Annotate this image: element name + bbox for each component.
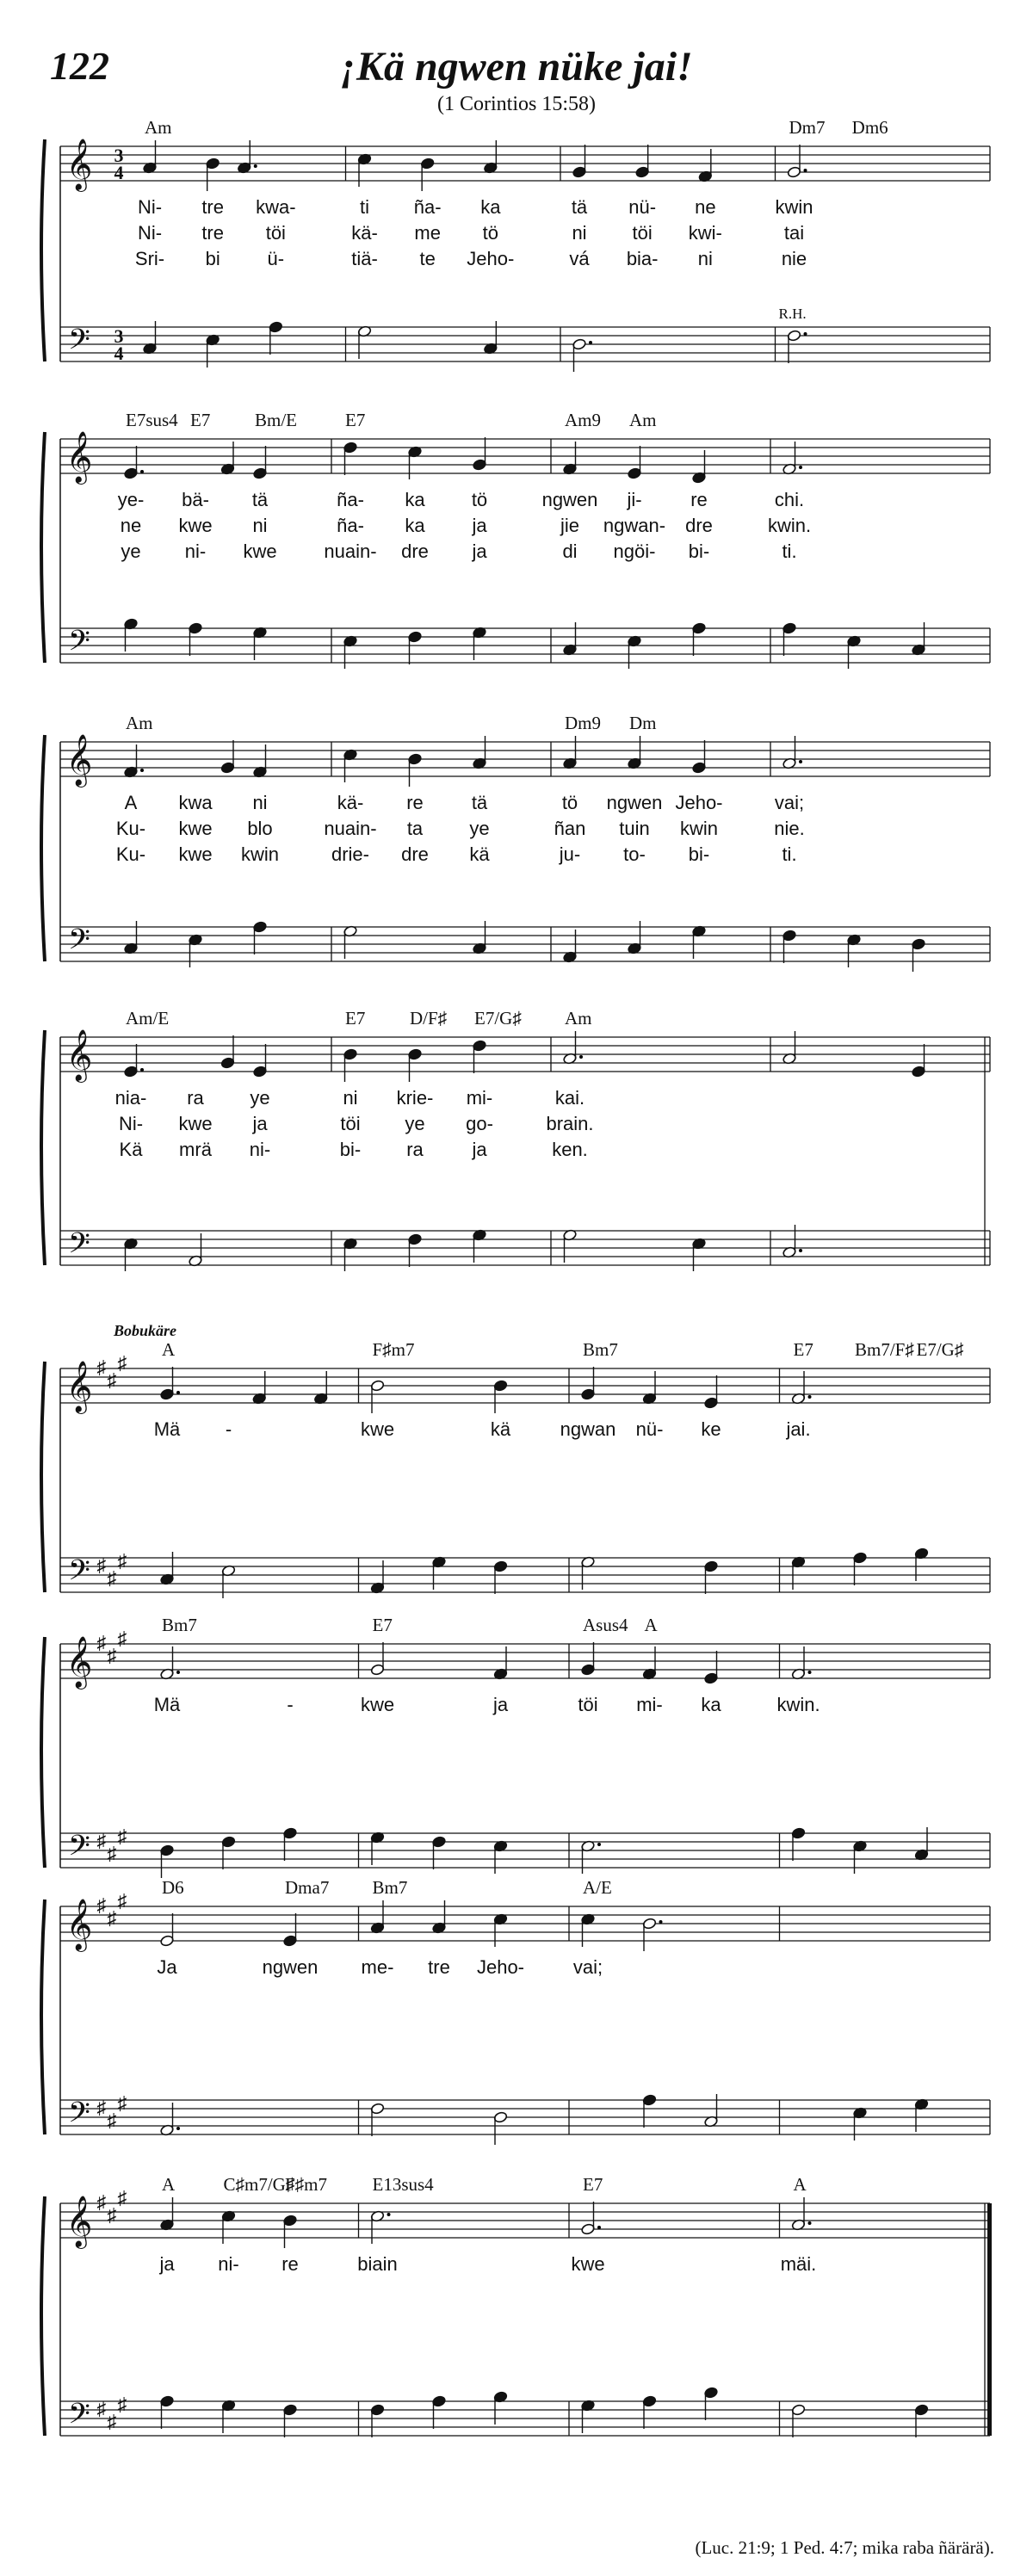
lyric-syllable: ña- xyxy=(413,196,442,218)
lyric-syllable: Mä xyxy=(153,1694,181,1715)
key-sharp: ♯ xyxy=(96,1830,107,1851)
treble-note-dot xyxy=(579,1055,583,1059)
lyric-syllable: ja xyxy=(252,1113,268,1134)
lyric-syllable: kwin xyxy=(240,843,280,865)
lyric-syllable: ta xyxy=(406,818,424,839)
lyric-syllable: kwin. xyxy=(767,515,812,536)
chord-symbol: Am xyxy=(126,713,153,733)
key-sharp: ♯ xyxy=(96,1632,107,1653)
lyric-syllable: ye xyxy=(121,541,141,562)
lyric-syllable: drie- xyxy=(331,843,370,865)
treble-clef: 𝄞 xyxy=(65,140,93,189)
lyric-syllable: ngwen xyxy=(262,1956,319,1978)
time-signature-bottom: 4 xyxy=(114,343,124,364)
chord-symbol: Am xyxy=(629,410,657,430)
lyric-syllable: tö xyxy=(471,489,488,510)
lyric-syllable: ti. xyxy=(782,541,797,562)
chord-symbol: Bm7 xyxy=(162,1615,197,1635)
lyric-syllable: ka xyxy=(405,515,425,536)
chord-symbol: Am xyxy=(145,117,172,138)
lyric-syllable: ye xyxy=(405,1113,425,1134)
lyric-syllable: jie xyxy=(560,515,580,536)
lyric-syllable: A xyxy=(124,792,138,813)
bass-note-dot xyxy=(597,1843,601,1846)
lyric-syllable: nü- xyxy=(628,196,657,218)
chord-symbol: F♯m7 xyxy=(285,2174,328,2195)
bass-clef: 𝄢 xyxy=(68,324,90,362)
lyric-syllable: Ku- xyxy=(115,818,146,839)
lyric-syllable: ye xyxy=(469,818,490,839)
key-sharp: ♯ xyxy=(107,2411,117,2432)
lyric-syllable: nie xyxy=(781,248,807,269)
chord-symbol: E13sus4 xyxy=(372,2174,434,2195)
lyric-syllable: mäi. xyxy=(780,2253,817,2275)
system-bracket xyxy=(41,2196,45,2436)
key-sharp: ♯ xyxy=(107,1645,117,1666)
bass-clef: 𝄢 xyxy=(68,924,90,962)
lyric-syllable: ka xyxy=(701,1694,721,1715)
lyric-syllable: me- xyxy=(361,1956,394,1978)
system-bracket xyxy=(41,432,45,663)
lyric-syllable: bi xyxy=(205,248,220,269)
key-sharp: ♯ xyxy=(107,2110,117,2131)
lyric-syllable: kwe xyxy=(243,541,277,562)
key-sharp: ♯ xyxy=(96,1894,107,1916)
lyric-syllable: kä xyxy=(469,843,490,865)
lyric-syllable: Jeho- xyxy=(467,248,515,269)
treble-clef: 𝄞 xyxy=(65,2197,93,2246)
lyric-syllable: vai; xyxy=(774,792,805,813)
bass-note-dot xyxy=(799,1249,802,1252)
lyric-syllable: ka xyxy=(405,489,425,510)
lyric-syllable: kwin xyxy=(679,818,719,839)
chord-symbol: Dm xyxy=(629,713,657,733)
lyric-syllable: ngöi- xyxy=(613,541,656,562)
chord-symbol: E7 xyxy=(345,410,366,430)
lyric-syllable: ne xyxy=(120,515,142,536)
bass-clef: 𝄢 xyxy=(68,2398,90,2437)
lyric-syllable: kwin. xyxy=(776,1694,820,1715)
lyric-syllable: bi- xyxy=(688,843,710,865)
chord-symbol: E7 xyxy=(372,1615,393,1635)
chord-symbol: A/E xyxy=(583,1877,612,1898)
lyric-syllable: - xyxy=(287,1694,294,1715)
key-sharp: ♯ xyxy=(117,2394,127,2415)
lyric-syllable: kwa xyxy=(178,792,213,813)
lyric-syllable: kä- xyxy=(351,222,378,244)
treble-note-dot xyxy=(176,1671,180,1674)
treble-clef: 𝄞 xyxy=(65,433,93,482)
treble-note-dot xyxy=(254,164,257,168)
key-sharp: ♯ xyxy=(107,2204,117,2226)
chord-symbol: Dm9 xyxy=(565,713,601,733)
key-sharp: ♯ xyxy=(117,1352,127,1374)
treble-note-dot xyxy=(799,760,802,763)
lyric-syllable: kwa- xyxy=(256,196,296,218)
lyric-syllable: Ni- xyxy=(118,1113,144,1134)
lyric-syllable: ñan xyxy=(554,818,586,839)
section-label: Bobukäre xyxy=(114,1322,177,1339)
key-sharp: ♯ xyxy=(117,1550,127,1572)
lyric-syllable: dre xyxy=(401,843,429,865)
treble-note-dot xyxy=(140,769,144,772)
lyric-syllable: bi- xyxy=(688,541,710,562)
chord-symbol: Bm7 xyxy=(583,1339,618,1360)
hymn-number: 122 xyxy=(50,44,109,88)
lyric-syllable: te xyxy=(419,248,436,269)
key-sharp: ♯ xyxy=(117,1628,127,1649)
lyric-syllable: ngwan- xyxy=(603,515,666,536)
treble-note-dot xyxy=(808,2221,812,2225)
lyric-syllable: biain xyxy=(357,2253,398,2275)
lyric-syllable: ja xyxy=(159,2253,175,2275)
lyric-syllable: Sri- xyxy=(134,248,165,269)
lyric-syllable: vá xyxy=(569,248,590,269)
system-bracket xyxy=(41,1900,45,2134)
lyric-syllable: ra xyxy=(406,1139,424,1160)
lyric-syllable: ja xyxy=(492,1694,509,1715)
lyric-syllable: Jeho- xyxy=(675,792,723,813)
lyric-syllable: töi xyxy=(265,222,286,244)
lyric-syllable: bia- xyxy=(626,248,659,269)
lyric-syllable: krie- xyxy=(396,1087,434,1109)
lyric-syllable: ni- xyxy=(184,541,207,562)
lyric-syllable: kwe xyxy=(178,818,213,839)
key-sharp: ♯ xyxy=(96,2398,107,2419)
lyric-syllable: ni xyxy=(252,515,268,536)
lyric-syllable: töi xyxy=(632,222,653,244)
bass-note-dot xyxy=(176,2127,180,2130)
treble-clef: 𝄞 xyxy=(65,1031,93,1080)
lyric-syllable: Jeho- xyxy=(476,1956,525,1978)
lyric-syllable: nia- xyxy=(114,1087,147,1109)
lyric-syllable: töi xyxy=(340,1113,361,1134)
bass-clef: 𝄢 xyxy=(68,625,90,664)
key-sharp: ♯ xyxy=(117,2187,127,2208)
chord-symbol: E7 xyxy=(345,1008,366,1029)
key-sharp: ♯ xyxy=(107,1907,117,1929)
treble-note-dot xyxy=(799,466,802,469)
lyric-syllable: ni- xyxy=(249,1139,271,1160)
system-bracket xyxy=(41,1362,45,1592)
scripture-reference: (1 Corintios 15:58) xyxy=(437,93,596,115)
treble-note-dot xyxy=(804,169,807,172)
lyric-syllable: ni xyxy=(252,792,268,813)
lyric-syllable: Ku- xyxy=(115,843,146,865)
key-sharp: ♯ xyxy=(107,1567,117,1589)
chord-symbol: Asus4 xyxy=(583,1615,628,1635)
key-sharp: ♯ xyxy=(107,1369,117,1391)
lyric-syllable: blo xyxy=(247,818,273,839)
lyric-syllable: ña- xyxy=(337,489,364,510)
lyric-syllable: kwi- xyxy=(688,222,722,244)
lyric-syllable: tuin xyxy=(619,818,650,839)
treble-clef: 𝄞 xyxy=(65,736,93,785)
bass-clef: 𝄢 xyxy=(68,2097,90,2135)
chord-symbol: Dm6 xyxy=(851,117,888,138)
lyric-syllable: tre xyxy=(201,196,225,218)
lyric-syllable: Ni- xyxy=(137,222,163,244)
lyric-syllable: tre xyxy=(428,1956,450,1978)
lyric-syllable: ngwan xyxy=(560,1418,616,1440)
chord-symbol: E7/G♯ xyxy=(474,1008,522,1029)
system-bracket xyxy=(41,1030,45,1265)
lyric-syllable: nie. xyxy=(774,818,805,839)
bass-clef: 𝄢 xyxy=(68,1830,90,1869)
lyric-syllable: ye- xyxy=(117,489,145,510)
lyric-syllable: mrä xyxy=(179,1139,212,1160)
chord-symbol: Am/E xyxy=(126,1008,170,1029)
chord-symbol: A xyxy=(162,2174,176,2195)
lyric-syllable: brain. xyxy=(546,1113,594,1134)
lyric-syllable: kwin xyxy=(775,196,813,218)
lyric-syllable: tä xyxy=(471,792,488,813)
time-signature-top: 3 xyxy=(114,325,124,347)
lyric-syllable: di xyxy=(562,541,578,562)
lyric-syllable: go- xyxy=(466,1113,493,1134)
lyric-syllable: ja xyxy=(472,515,487,536)
chord-symbol: Bm7/F♯ xyxy=(855,1339,914,1360)
treble-note-dot xyxy=(140,1068,144,1072)
chord-symbol: Dma7 xyxy=(285,1877,330,1898)
system-bracket xyxy=(41,1637,45,1868)
chord-symbol: E7 xyxy=(190,410,211,430)
lyric-syllable: tä xyxy=(571,196,588,218)
lyric-syllable: kwe xyxy=(178,515,213,536)
time-signature-bottom: 4 xyxy=(114,162,124,183)
lyric-syllable: kwe xyxy=(571,2253,605,2275)
hymn-title: ¡Kä ngwen nüke jai! xyxy=(340,44,693,90)
time-signature-top: 3 xyxy=(114,145,124,166)
lyric-syllable: Ja xyxy=(157,1956,177,1978)
chord-symbol: Dm7 xyxy=(789,117,826,138)
lyric-syllable: ni- xyxy=(218,2253,239,2275)
lyric-syllable: ye xyxy=(250,1087,270,1109)
lyric-syllable: ju- xyxy=(559,843,581,865)
treble-clef: 𝄞 xyxy=(65,1900,93,1949)
lyric-syllable: kwe xyxy=(360,1694,395,1715)
treble-note-dot xyxy=(176,1391,180,1394)
lyric-syllable: nuain- xyxy=(324,541,377,562)
bass-clef: 𝄢 xyxy=(68,1554,90,1593)
lyric-syllable: ji- xyxy=(627,489,642,510)
final-barline xyxy=(987,2203,992,2436)
treble-clef: 𝄞 xyxy=(65,1638,93,1687)
treble-note-dot xyxy=(808,1671,812,1674)
lyric-syllable: bä- xyxy=(182,489,209,510)
treble-note-dot xyxy=(140,470,144,473)
lyric-syllable: ken. xyxy=(552,1139,588,1160)
key-sharp: ♯ xyxy=(96,2097,107,2118)
lyric-syllable: ü- xyxy=(267,248,285,269)
lyric-syllable: dre xyxy=(401,541,429,562)
chord-symbol: D/F♯ xyxy=(410,1008,448,1029)
chord-symbol: E7 xyxy=(793,1339,813,1360)
lyric-syllable: ña- xyxy=(337,515,364,536)
lyric-syllable: me xyxy=(414,222,441,244)
treble-note-dot xyxy=(597,2226,601,2229)
chord-symbol: Bm/E xyxy=(255,410,298,430)
key-sharp: ♯ xyxy=(117,1890,127,1912)
treble-clef: 𝄞 xyxy=(65,1362,93,1412)
lyric-syllable: ti. xyxy=(782,843,797,865)
lyric-syllable: vai; xyxy=(572,1956,603,1978)
system-5 xyxy=(41,1322,990,1598)
lyric-syllable: kwe xyxy=(178,843,213,865)
system-6 xyxy=(41,1615,990,1878)
lyric-syllable: ke xyxy=(701,1418,721,1440)
bass-clef: 𝄢 xyxy=(68,1227,90,1266)
chord-symbol: E7 xyxy=(583,2174,603,2195)
treble-note-dot xyxy=(387,2213,391,2216)
lyric-syllable: bi- xyxy=(339,1139,362,1160)
lyric-syllable: tai xyxy=(783,222,805,244)
lyric-syllable: re xyxy=(281,2253,299,2275)
chord-symbol: Am xyxy=(565,1008,592,1029)
lyric-syllable: Ni- xyxy=(137,196,163,218)
lyric-syllable: ka xyxy=(480,196,501,218)
footer-reference: (Luc. 21:9; 1 Ped. 4:7; mika raba ñärärä). xyxy=(695,2537,994,2558)
system-1 xyxy=(41,117,990,372)
lyric-syllable: kai. xyxy=(554,1087,585,1109)
rh-marking: R.H. xyxy=(778,306,807,322)
lyric-syllable: ti xyxy=(360,196,369,218)
key-sharp: ♯ xyxy=(117,1825,127,1847)
lyric-syllable: nü- xyxy=(635,1418,664,1440)
lyric-syllable: jai. xyxy=(786,1418,811,1440)
chord-symbol: F♯m7 xyxy=(372,1339,415,1360)
chord-symbol: A xyxy=(162,1339,176,1360)
chord-symbol: E7sus4 xyxy=(126,410,178,430)
system-8 xyxy=(41,2174,992,2437)
key-sharp: ♯ xyxy=(96,1554,107,1576)
lyric-syllable: ra xyxy=(187,1087,204,1109)
lyric-syllable: to- xyxy=(623,843,646,865)
chord-symbol: E7/G♯ xyxy=(916,1339,964,1360)
chord-symbol: C♯m7/G♯ xyxy=(223,2174,295,2195)
lyric-syllable: tö xyxy=(482,222,499,244)
key-sharp: ♯ xyxy=(96,1356,107,1378)
system-4 xyxy=(41,1008,990,1271)
lyric-syllable: tre xyxy=(201,222,225,244)
chord-symbol: A xyxy=(793,2174,807,2195)
system-2 xyxy=(41,410,990,669)
lyric-syllable: Kä xyxy=(119,1139,143,1160)
lyric-syllable: ja xyxy=(472,1139,487,1160)
chord-symbol: A xyxy=(644,1615,658,1635)
lyric-syllable: kä xyxy=(490,1418,511,1440)
lyric-syllable: tiä- xyxy=(351,248,378,269)
lyric-syllable: Mä xyxy=(153,1418,181,1440)
lyric-syllable: töi xyxy=(578,1694,598,1715)
lyric-syllable: mi- xyxy=(636,1694,663,1715)
lyric-syllable: kä- xyxy=(337,792,364,813)
key-sharp: ♯ xyxy=(96,2191,107,2213)
lyric-syllable: - xyxy=(225,1418,232,1440)
lyric-syllable: re xyxy=(406,792,424,813)
lyric-syllable: ne xyxy=(695,196,716,218)
lyric-syllable: ngwen xyxy=(606,792,663,813)
system-7 xyxy=(41,1877,990,2145)
lyric-syllable: ni xyxy=(343,1087,358,1109)
bass-note-dot xyxy=(589,341,592,344)
chord-symbol: D6 xyxy=(162,1877,184,1898)
lyric-syllable: chi. xyxy=(774,489,805,510)
lyric-syllable: kwe xyxy=(178,1113,213,1134)
lyric-syllable: ja xyxy=(472,541,487,562)
system-bracket xyxy=(41,735,45,961)
system-bracket xyxy=(41,139,45,361)
lyric-syllable: re xyxy=(690,489,708,510)
lyric-syllable: ni xyxy=(572,222,587,244)
key-sharp: ♯ xyxy=(117,2092,127,2114)
bass-note-dot xyxy=(804,332,807,336)
lyric-syllable: mi- xyxy=(466,1087,493,1109)
chord-symbol: Bm7 xyxy=(372,1877,408,1898)
lyric-syllable: tä xyxy=(251,489,269,510)
system-3 xyxy=(41,713,990,972)
chord-symbol: Am9 xyxy=(565,410,601,430)
lyric-syllable: kwe xyxy=(360,1418,395,1440)
lyric-syllable: tö xyxy=(561,792,578,813)
lyric-syllable: dre xyxy=(685,515,713,536)
lyric-syllable: ni xyxy=(697,248,713,269)
treble-note-dot xyxy=(808,1395,812,1399)
lyric-syllable: ngwen xyxy=(541,489,598,510)
lyric-syllable: nuain- xyxy=(324,818,377,839)
key-sharp: ♯ xyxy=(107,1843,117,1864)
treble-note-dot xyxy=(659,1920,663,1924)
